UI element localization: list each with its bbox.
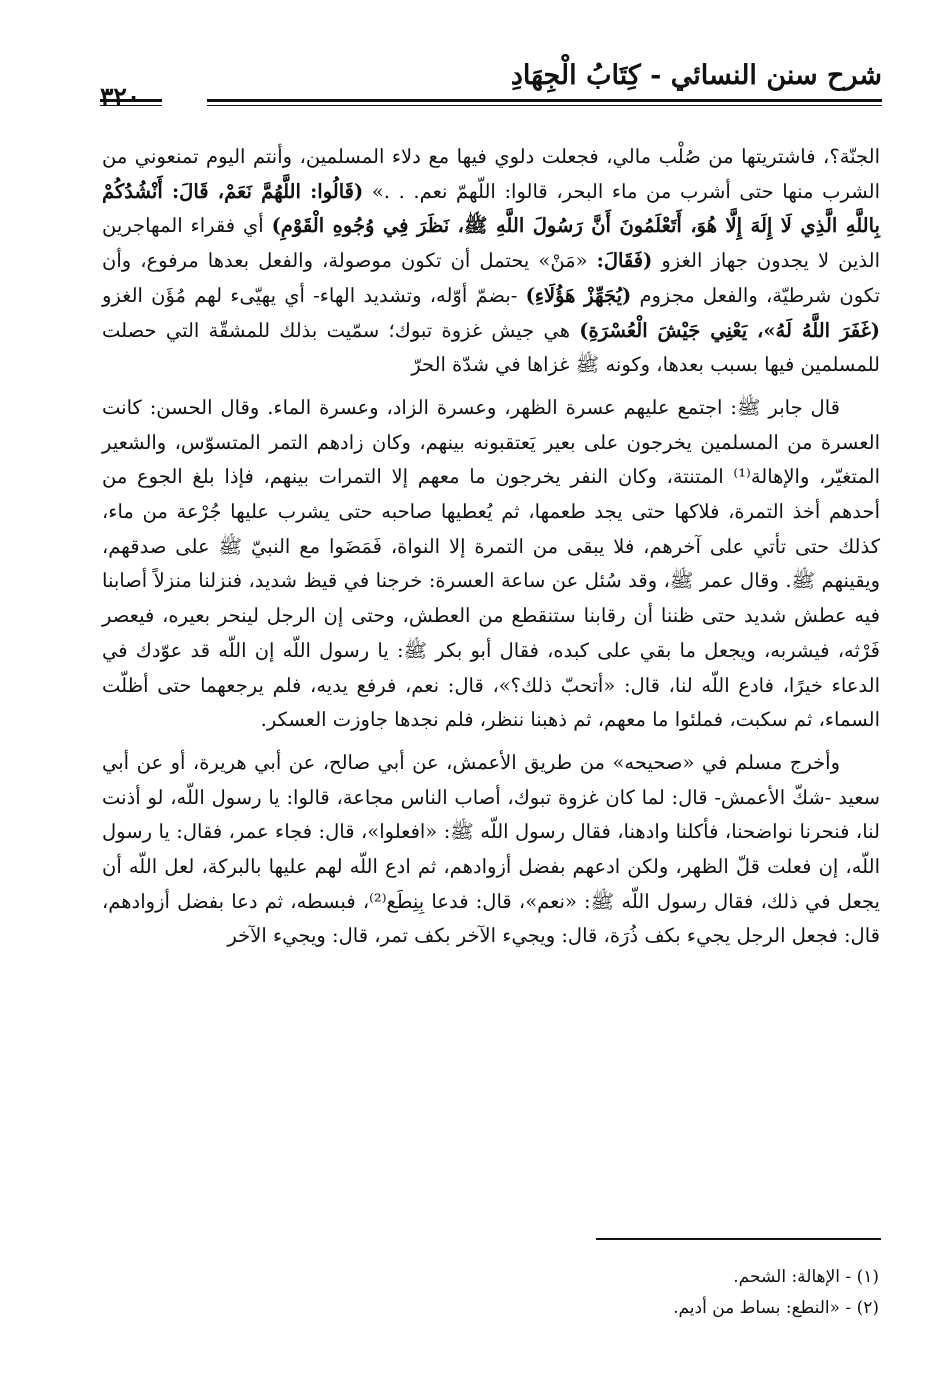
footnote-2: (٢) - «النطع: بساط من أديم. bbox=[673, 1298, 879, 1318]
paragraph-3: وأخرج مسلم في «صحيحه» من طريق الأعمش، عن أبي صالح، عن أبي هريرة، أو عن أبي سعيد -شكّ الأعمش- قال: لما كان غزوة تبوك، أصاب الناس مجاعة، قالوا: يا رسول اللّه، لو أذنت لنا، فنحرنا نواضحنا، فأكلنا وادهنا، فقال رسول اللّه ﷺ: «افعلوا»، قال: فجاء عمر، فقال: يا رسول اللّه، إن فعلت قلّ الظهر، ولكن ادعهم بفضل أزوادهم، ثم ادع اللّه لهم عليها بالبركة، لعل اللّه أن يجعل في ذلك، فقال رسول اللّه ﷺ: «نعم»، قال: فدعا بِنِطَع⁽²⁾، فبسطه، ثم دعا بفضل أزوادهم، قال: فجعل الرجل يجيء بكف ذُرَة، قال: ويجيء الآخر بكف تمر، قال: ويجيء الآخر bbox=[102, 750, 880, 948]
text-run: أي فقراء المهاجرين الذين لا يجدون جهاز الغزو bbox=[102, 214, 880, 273]
text-run: الجنّة؟، فاشتريتها من صُلْب مالي، فجعلت دلوي فيها مع دلاء المسلمين، وأنتم اليوم تمنعوني من الشرب منها حتى أشرب من ماء البحر، قالوا: اللّهمّ نعم. . .» bbox=[102, 145, 880, 203]
footnotes bbox=[179, 1262, 879, 1324]
text-run: هي جيش غزوة تبوك؛ سمّيت بذلك للمشقّة التي حصلت للمسلمين فيها بسبب بعدها، وكونه ﷺ غزاها في شدّة الحرّ bbox=[102, 318, 880, 377]
text-run: -بضمّ أوّله، وتشديد الهاء- أي يهيّىء لهم مُؤَن الغزو bbox=[102, 283, 526, 307]
text-run: «مَنْ» يحتمل أن تكون موصولة، والفعل بعدها مرفوع، وأن تكون شرطيّة، والفعل مجزوم bbox=[102, 249, 880, 307]
header-rule bbox=[207, 99, 882, 106]
hadith-text: (قَالُوا: اللَّهُمَّ نَعَمْ، قَالَ: أَنْشُدُكُمْ بِاللَّهِ الَّذِي لَا إِلَهَ إِلَّا هُوَ، أَتَعْلَمُونَ أَنَّ رَسُولَ اللَّهِ ﷺ، نَظَرَ فِي وُجُوهِ الْقَوْمِ) bbox=[102, 179, 880, 238]
footnote-1: (١) - الإهالة: الشحم. bbox=[733, 1267, 879, 1287]
page-number: ٣٢٠ bbox=[100, 82, 141, 111]
header-rule-short bbox=[100, 99, 162, 106]
hadith-text: (يُجَهِّزْ هَؤُلَاءِ) bbox=[525, 283, 632, 307]
hadith-text: (غَفَرَ اللَّهُ لَهُ»، يَعْنِي جَيْشَ الْعُسْرَةِ) bbox=[579, 318, 881, 342]
hadith-text: (فَقَالَ: bbox=[596, 249, 653, 273]
footnote-rule bbox=[596, 1238, 881, 1240]
paragraph-1 bbox=[102, 140, 880, 383]
page-header bbox=[100, 56, 882, 116]
paragraph-2: قال جابر ﷺ: اجتمع عليهم عسرة الظهر، وعسرة الزاد، وعسرة الماء. وقال الحسن: كانت العسرة من المسلمين يخرجون على بعير يَعتقبونه بينهم، وكان زادهم التمر المتسوّس، والشعير المتغيّر، والإهالة⁽¹⁾ المتنتة، وكان النفر يخرجون ما معهم إلا التمرات بينهم، فإذا بلغ الجوع من أحدهم أخذ التمرة، فلاكها حتى يجد طعمها، ثم يُعطيها صاحبه حتى يشرب عليها جُرْعة من ماء، كذلك حتى تأتي على آخرهم، فلا يبقى من التمرة إلا النواة، فَمَضَوا مع النبيّ ﷺ على صدقهم، ويقينهم ﷺ. وقال عمر ﷺ، وقد سُئل عن ساعة العسرة: خرجنا في قيظ شديد، فنزلنا منزلاً أصابنا فيه عطش شديد حتى ظننا أن رقابنا ستنقطع من العطش، وحتى إن الرجل لينحر بعيره، فيعصر فَرْثه، فيشربه، ويجعل ما بقي على كبده، فقال أبو بكر ﷺ: يا رسول اللّه إن اللّه قد عوّدك في الدعاء خيرًا، فادع اللّه لنا، قال: «أتحبّ ذلك؟»، قال: نعم، فرفع يديه، فلم يرجعهما حتى أظلّت السماء، ثم سكبت، فملئوا ما معهم، ثم ذهبنا ننظر، فلم نجدها جاوزت العسكر. bbox=[102, 395, 880, 732]
running-title: شرح سنن النسائي - كِتَابُ الْجِهَادِ bbox=[510, 60, 882, 91]
main-text bbox=[102, 140, 880, 954]
